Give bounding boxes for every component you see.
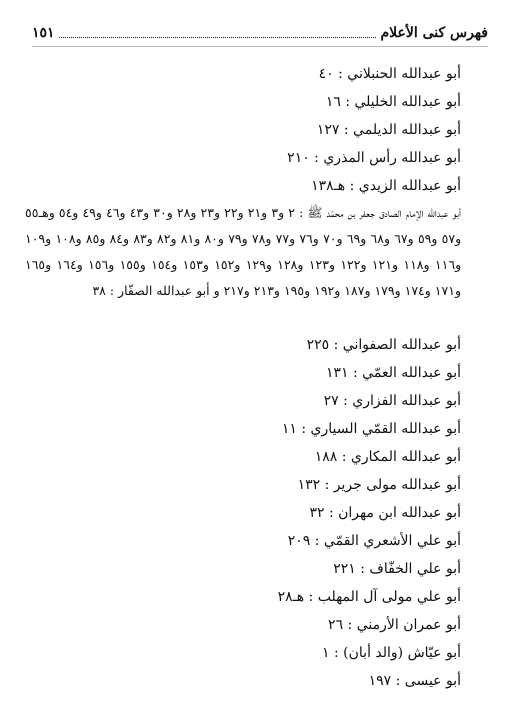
index-entry: أبو علي الأشعري القمّي : ٢٠٩ xyxy=(287,533,461,549)
index-entry: أبو عبدالله المكاري : ١٨٨ xyxy=(314,449,461,465)
index-entry: أبو عبدالله الزيدي : هـ١٣٨ xyxy=(311,178,461,194)
index-entry-long: أبو عبدالله الإمام الصادق جعفر بن محمّد ﷺ : ٢ و٣ و٢١ و٢٢ و٢٣ و٢٨ و٣٠ و٤٣ و٤٦ و٤٩ و٥٤ وهـ٥٥ و٥٧ و٥٩ و٦٧ و٦٨ و٦٩ و٧٠ و٧٦ و٧٧ و٧٨ و٧٩ و٨٠ و٨١ و٨٢ و٨٣ و٨٤ و٨٥ و١٠٨ و١٠٩ و١١٦ و١١٨ و١٢١ و١٢٢ و١٢٣ و١٢٨ و١٢٩ و١٥٢ و١٥٣ و١٥٤ و١٥٥ و١٥٦ و١٦٤ و١٦٥ و١٧١ و١٧٤ و١٧٩ و١٨٧ و١٩٢ و١٩٥ و٢١٣ و٢١٧ و أبو عبدالله الصفّار : ٣٨ xyxy=(25,205,462,298)
index-entry: أبو عبدالله رأس المذري : ٢١٠ xyxy=(287,150,461,166)
index-entry: أبو عبدالله الفزاري : ٢٧ xyxy=(323,393,461,409)
header-dot-leader xyxy=(59,37,377,38)
index-entry: أبو عمران الأرمني : ٢٦ xyxy=(328,617,461,633)
index-entry: أبو عبدالله مولى جرير : ١٣٢ xyxy=(297,477,461,493)
index-entry: أبو عبدالله الحنبلاني : ٤٠ xyxy=(318,66,461,82)
index-entry: أبو عيّاش (والد أبان) : ١ xyxy=(322,645,461,661)
index-list-top xyxy=(61,60,461,200)
page-number: ١٥١ xyxy=(32,25,55,41)
page-header-title: فهرس كنى الأعلام xyxy=(380,25,488,41)
index-entry: أبو علي الخفّاف : ٢٢١ xyxy=(333,561,461,577)
index-entry: أبو عبدالله ابن مهران : ٣٢ xyxy=(309,505,461,521)
index-entry: أبو عبدالله القمّي السياري : ١١ xyxy=(281,421,461,437)
index-entry: أبو عبدالله الخليلي : ١٦ xyxy=(325,94,461,110)
index-entry: أبو عبدالله الديلمي : ١٢٧ xyxy=(316,122,461,138)
running-header xyxy=(32,22,488,44)
index-entry: أبو عيسى : ١٩٧ xyxy=(368,673,461,689)
index-entry: أبو عبدالله العمّي : ١٣١ xyxy=(326,365,461,381)
index-entry: أبو عبدالله الصفواني : ٢٢٥ xyxy=(306,337,461,353)
index-entry: أبو علي مولى آل المهلب : هـ٢٨ xyxy=(277,589,461,605)
index-list-bottom xyxy=(61,331,461,695)
header-divider xyxy=(32,46,488,47)
